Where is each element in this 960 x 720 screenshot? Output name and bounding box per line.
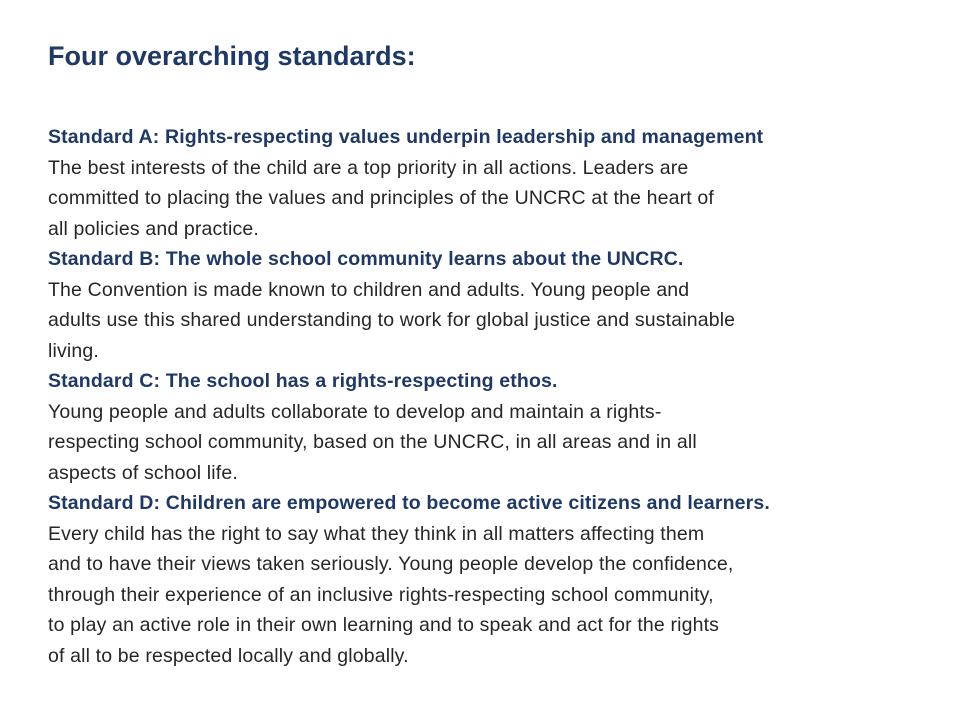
description-line: respecting school community, based on the UNCRC, in all areas and in all (48, 431, 697, 453)
description-line: through their experience of an inclusive rights-respecting school community, (48, 583, 714, 606)
description-line: to play an active role in their own learning and to speak and act for the rights (48, 614, 720, 636)
standard-c-heading: Standard C: The school has a rights-respecting ethos. (48, 370, 558, 392)
standard-b (48, 244, 920, 366)
description-line: The Convention is made known to children and adults. Young people and (48, 278, 690, 301)
description-line: living. (48, 339, 99, 362)
standard-a-description (48, 153, 920, 245)
standard-b-description (48, 275, 920, 367)
standard-d-description (48, 519, 920, 672)
description-line: Every child has the right to say what they think in all matters affecting them (48, 522, 705, 545)
description-line: aspects of school life. (48, 461, 238, 484)
standards-list (48, 122, 920, 671)
description-line: all policies and practice. (48, 217, 259, 240)
standard-d-heading: Standard D: Children are empowered to become active citizens and learners. (48, 492, 770, 514)
slide-title: Four overarching standards: (48, 41, 416, 71)
standard-a-heading: Standard A: Rights-respecting values underpin leadership and management (48, 126, 764, 148)
standard-c-description (48, 397, 920, 489)
standard-b-heading: Standard B: The whole school community learns about the UNCRC. (48, 248, 684, 270)
description-line: and to have their views taken seriously. Young people develop the confidence, (48, 553, 734, 575)
description-line: committed to placing the values and principles of the UNCRC at the heart of (48, 187, 714, 209)
standard-d (48, 488, 920, 671)
standard-a (48, 122, 920, 244)
description-line: Young people and adults collaborate to develop and maintain a rights- (48, 400, 662, 423)
standard-c (48, 366, 920, 488)
description-line: of all to be respected locally and globally. (48, 644, 409, 667)
description-line: The best interests of the child are a top priority in all actions. Leaders are (48, 156, 689, 179)
description-line: adults use this shared understanding to work for global justice and sustainable (48, 309, 736, 331)
